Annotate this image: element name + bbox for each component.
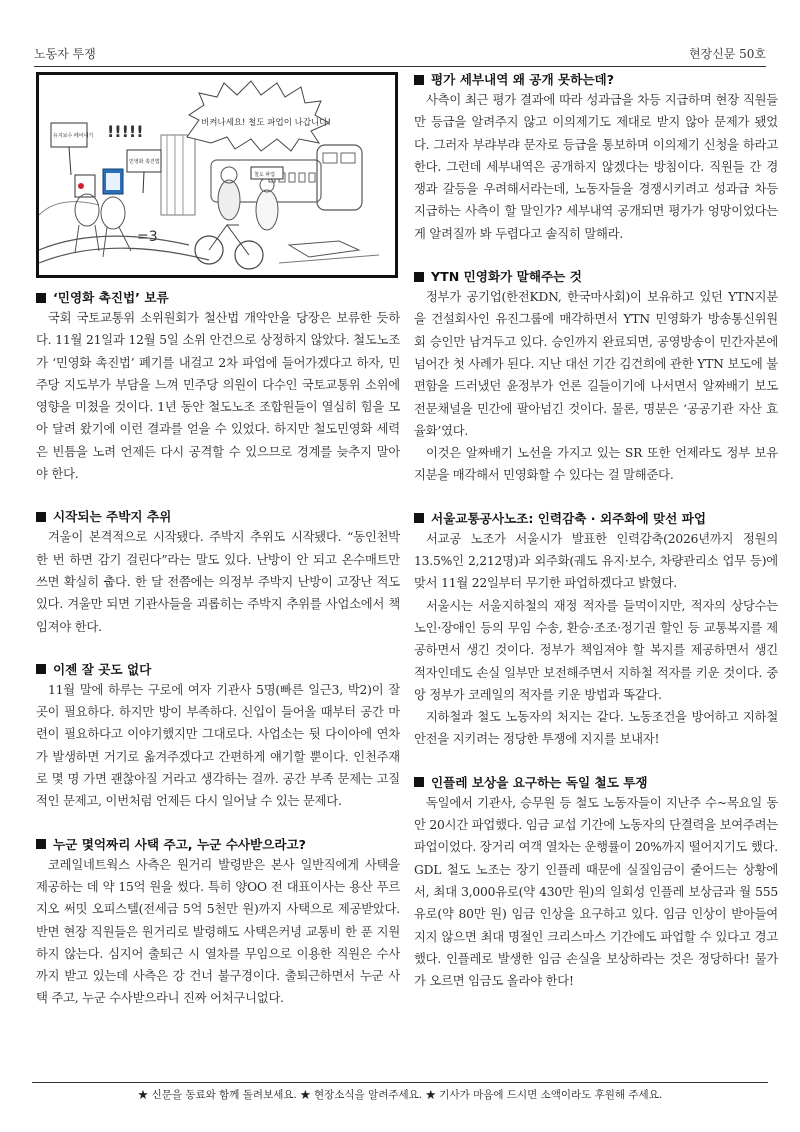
square-bullet-icon [36, 512, 46, 522]
article-paragraph: 정부가 공기업(한전KDN, 한국마사회)이 보유하고 있던 YTN지분을 건설회사인 유진그룹에 매각하면서 YTN 민영화가 방송통신위원회 승인만 남겨두고 있다. 승인까지 완료되면, 공영방송이 민간자본에 넘어간 첫 사례가 된다. 지난 대선 기간 김건희에 관한 YTN 보도에 불편함을 드러냈던 윤정부가 언론 길들이기에 나서면서 알짜배기 보도전문채널을 민간에 팔아넘긴 것이다. 물론, 명분은 ‘공공기관 자산 효율화’였다. [414, 290, 778, 438]
article-no-place-to-sleep [36, 660, 400, 813]
article-privatization-bill [36, 288, 400, 485]
sign-maintenance: 유지보수 떼어내기 [53, 133, 94, 139]
square-bullet-icon [36, 293, 46, 303]
article-title: 누군 몇억짜리 사택 주고, 누군 수사받으라고? [53, 836, 306, 852]
article-paragraph: 지하철과 철도 노동자의 처지는 같다. 노동조건을 방어하고 지하철 안전을 지키려는 정당한 투쟁에 지지를 보내자! [414, 710, 778, 747]
square-bullet-icon [414, 777, 424, 787]
article-paragraph: 11월 말에 하루는 구로에 여자 기관사 5명(빠른 일근3, 박2)이 잘 곳이 필요하다. 하지만 방이 부족하다. 신입이 들어올 때부터 공간 마련이 필요하다고 이야기했지만 그대로다. 사업소는 뒷 다이아에 연차가 발생하면 거기로 옮겨주겠다고 간편하게 얘기할 뿐이다. 인천주재로 몇 명 가면 괜찮아질 거라고 생각하는 걸까. 공간 부족 문제는 고질적인 문제고, 이번처럼 언제든 다시 일어날 수 있는 문제다. [36, 682, 400, 809]
article-title: YTN 민영화가 말해주는 것 [431, 269, 582, 285]
right-column [414, 70, 778, 1014]
article-paragraph: 이것은 알짜배기 노선을 가지고 있는 SR 또한 언제라도 정부 보유 지분을 매각해서 민영화할 수 있다는 걸 말해준다. [414, 446, 778, 483]
cartoon-drawing [39, 75, 395, 275]
square-bullet-icon [36, 664, 46, 674]
article-title: 서울교통공사노조: 인력감축 · 외주화에 맞선 파업 [431, 510, 707, 526]
square-bullet-icon [414, 513, 424, 523]
article-depot-cold [36, 507, 400, 637]
article-title: 시작되는 주박지 추위 [53, 509, 172, 525]
exclaim-marks: !!!!! [107, 122, 144, 141]
article-paragraph: 국회 국토교통위 소위원회가 철산법 개악안을 당장은 보류한 듯하다. 11월 21일과 12월 5일 소위 안건으로 상정하지 않았다. 철도노조가 ‘민영화 촉진법’ 폐기를 내걸고 2차 파업에 들어가겠다고 하자, 민주당 지도부가 부담을 느껴 민주당 의원이 다수인 국토교통위 소위에 영향을 미쳤을 것이다. 1년 동안 철도노조 조합원들이 열심히 힘을 모아 달려 왔기에 이런 결과를 얻을 수 있었다. 하지만 철도민영화 세력은 빈틈을 노려 언제든 다시 공격할 수 있으므로 경계를 늦추지 말아야 한다. [36, 311, 400, 482]
article-seoul-metro-strike [414, 509, 778, 751]
article-company-housing [36, 835, 400, 1010]
article-paragraph: 코레일네트웍스 사측은 원거리 발령받은 본사 일반직에게 사택을 제공하는 데 약 15억 원을 썼다. 특히 양OO 전 대표이사는 용산 푸르지오 써밋 오피스텔(전세금 5억 5천만 원)까지 사택으로 제공받았다. 반면 현장 직원들은 원거리로 발령해도 사택은커녕 교통비 한 푼 지원하지 않는다. 심지어 출퇴근 시 열차를 무임으로 이용한 직원은 수사까지 받고 있는데 사측은 강 건너 불구경이다. 출퇴근하면서 누군 사택 주고, 누군 수사받으라니 진짜 어처구니없다. [36, 857, 400, 1006]
footer-divider [32, 1082, 768, 1083]
article-german-rail-strike [414, 773, 778, 993]
speech-bubble-text: 비켜나세요! 철도 파업이 나갑니다! [201, 118, 331, 128]
article-paragraph: 겨울이 본격적으로 시작됐다. 주박지 추위도 시작됐다. “동인천박 한 번 하면 감기 걸린다”라는 말도 있다. 난방이 안 되고 온수매트만 쓰면 확실히 춥다. 한 달 전쯤에는 의정부 주박지 난방이 고장난 적도 있다. 겨울만 되면 기관사들을 괴롭히는 주박지 추위를 사업소에서 책임져야 한다. [36, 530, 400, 634]
article-evaluation-details [414, 70, 778, 245]
article-paragraph: 독일에서 기관사, 승무원 등 철도 노동자들이 지난주 수~목요일 동안 20시간 파업했다. 임금 교섭 기간에 노동자의 단결력을 보여주려는 파업이었다. 장거리 여객 열차는 운행률이 20%까지 떨어지기도 했다. GDL 철도 노조는 장기 인플레 때문에 실질임금이 줄어드는 상황에서, 최대 3,000유로(약 430만 원)의 일회성 인플레 보상금과 월 555유로(약 80만 원) 임금 인상을 요구하고 있다. 임금 인상이 받아들여지지 않으면 최대 명절인 크리스마스 기간에도 파업할 수 있다고 경고했다. 인플레로 발생한 임금 손실을 보상하라는 것은 정당하다! 물가가 오르면 임금도 올라야 한다! [414, 795, 778, 989]
article-ytn-privatization [414, 267, 778, 487]
newspaper-section-label: 노동자 투쟁 [34, 47, 96, 61]
header-divider [34, 66, 766, 67]
sign-railway-strike: 철도 파업 [254, 172, 275, 178]
article-title: ‘민영화 촉진법’ 보류 [53, 290, 169, 305]
article-paragraph: 서울시는 서울지하철의 재정 적자를 들먹이지만, 적자의 상당수는 노인·장애인 등의 무임 수송, 환승·조조·정기권 할인 등 교통복지를 제공하면서 생긴 것이다. 정부가 책임져야 할 복지를 제공하면서 생긴 적자인데도 손실 일부만 보전해주면서 지하철 적자를 키운 것이다. 중앙 정부가 코레일의 적자를 키운 방법과 똑같다. [414, 598, 778, 702]
article-title: 이젠 잘 곳도 없다 [53, 661, 152, 677]
motion-lines: =3 [137, 229, 158, 245]
article-title: 평가 세부내역 왜 공개 못하는데? [431, 72, 614, 87]
cartoon-illustration [36, 72, 398, 278]
sign-privatization-law: 민영화 촉진법 [129, 159, 160, 165]
footer-notice: ★ 신문을 동료와 함께 돌려보세요. ★ 현장소식을 알려주세요. ★ 기사가 마음에 드시면 소액이라도 후원해 주세요. [137, 1089, 663, 1101]
article-title: 인플레 보상을 요구하는 독일 철도 투쟁 [431, 774, 648, 790]
square-bullet-icon [414, 75, 424, 85]
square-bullet-icon [414, 272, 424, 282]
left-column [36, 70, 400, 1032]
newspaper-issue-label: 현장신문 50호 [688, 47, 766, 61]
article-paragraph: 서교공 노조가 서울시가 발표한 인력감축(2026년까지 정원의 13.5%인 2,212명)과 외주화(궤도 유지·보수, 차량관리소 업무 등)에 맞서 11월 22일부터 무기한 파업하겠다고 밝혔다. [414, 531, 778, 591]
square-bullet-icon [36, 839, 46, 849]
article-paragraph: 사측이 최근 평가 결과에 따라 성과급을 차등 지급하며 현장 직원들만 등급을 알려주지 않고 이의제기도 제대로 받지 않아 문제가 됐었다. 그러자 부랴부랴 문자로 등급을 통보하며 이의제기 신청을 하라고 한다. 그런데 세부내역은 공개하지 않겠다는 방침이다. 직원들 간 경쟁과 갈등을 우려해서라는데, 노동자들을 경쟁시키려고 성과급 차등 지급하는 사측이 할 말인가? 세부내역 공개되면 평가가 엉망이었다는 게 알려질까 봐 두렵다고 솔직히 말해라. [414, 93, 778, 241]
